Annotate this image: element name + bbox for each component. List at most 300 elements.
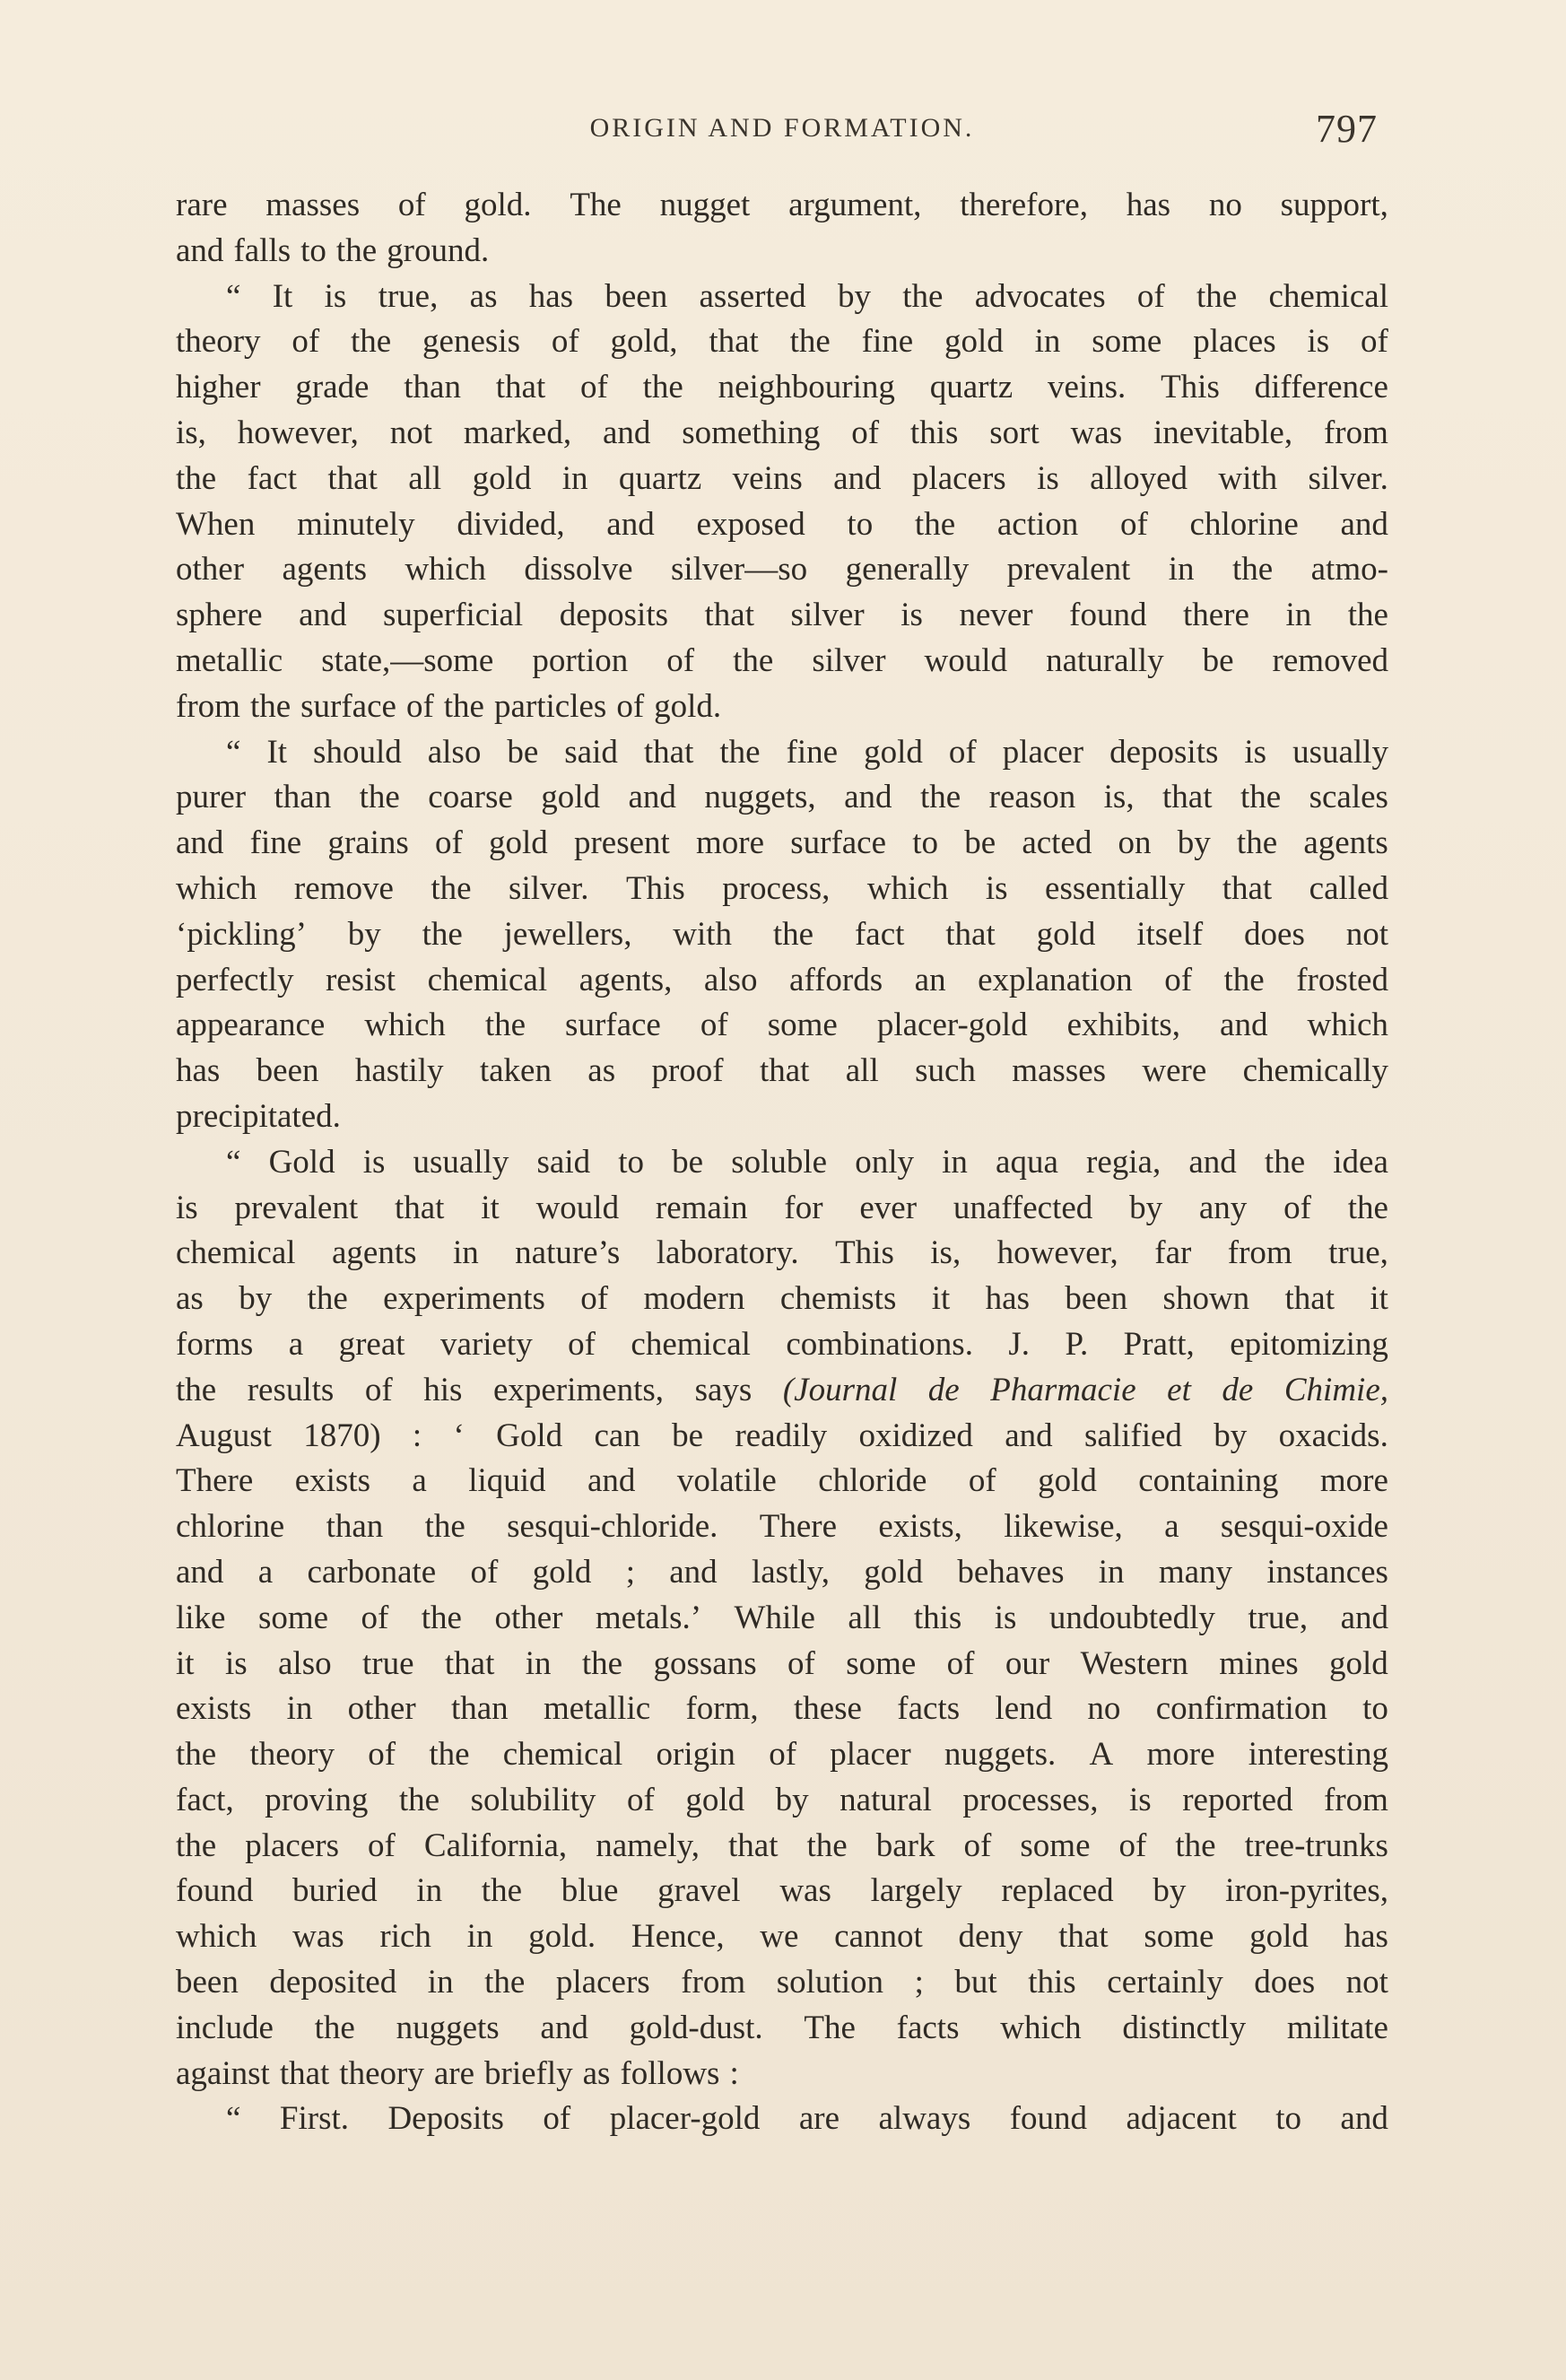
word: essentially bbox=[1045, 869, 1186, 907]
word: of bbox=[946, 1644, 975, 1682]
word: particles bbox=[493, 687, 607, 725]
word: “ bbox=[226, 277, 241, 315]
word: in bbox=[452, 1234, 479, 1272]
word: that bbox=[394, 1189, 445, 1226]
word: some bbox=[767, 1007, 838, 1044]
word: the bbox=[443, 687, 484, 725]
word: always bbox=[878, 2100, 971, 2138]
word: of bbox=[666, 641, 695, 679]
word: said bbox=[536, 1143, 591, 1181]
word: divided, bbox=[457, 505, 565, 543]
word: process, bbox=[722, 869, 831, 907]
text-line bbox=[176, 775, 1388, 821]
word: than bbox=[274, 779, 332, 816]
word: this bbox=[909, 414, 959, 451]
word: the bbox=[806, 1826, 848, 1864]
word: that bbox=[728, 1826, 779, 1864]
word: is bbox=[985, 869, 1008, 907]
word: and bbox=[844, 779, 892, 816]
word: as bbox=[587, 1052, 616, 1090]
word: and bbox=[1220, 1007, 1268, 1044]
word: action bbox=[996, 505, 1079, 543]
word: itself bbox=[1136, 915, 1204, 953]
word: and bbox=[669, 1553, 718, 1591]
word: nugget bbox=[659, 187, 751, 223]
text-line bbox=[176, 1186, 1388, 1232]
word: this bbox=[913, 1599, 962, 1636]
word: some bbox=[846, 1644, 917, 1682]
word: some bbox=[1144, 1918, 1214, 1956]
word: the bbox=[398, 1781, 440, 1818]
word: the bbox=[307, 1280, 348, 1318]
word: gold bbox=[864, 733, 923, 771]
text-line bbox=[176, 1732, 1388, 1778]
text-line bbox=[176, 1687, 1388, 1732]
word: placers bbox=[245, 1826, 340, 1864]
word: be bbox=[964, 824, 996, 862]
word: never bbox=[959, 597, 1033, 634]
word: are bbox=[433, 2054, 474, 2092]
word: modern bbox=[643, 1280, 745, 1318]
word: is bbox=[224, 1644, 248, 1682]
word: the bbox=[176, 459, 217, 497]
word: placers bbox=[911, 459, 1006, 497]
word: exhibits, bbox=[1066, 1007, 1181, 1044]
word: other bbox=[494, 1599, 563, 1636]
word: remain bbox=[655, 1189, 748, 1226]
word: found bbox=[176, 1872, 254, 1910]
word: in bbox=[416, 1872, 443, 1910]
word: grade bbox=[295, 369, 370, 406]
word: Pratt, bbox=[1123, 1325, 1195, 1363]
word: First. bbox=[279, 2100, 349, 2138]
text-line bbox=[176, 912, 1388, 958]
word: precipitated. bbox=[176, 1097, 341, 1135]
word: found bbox=[1009, 2100, 1088, 2138]
word: and bbox=[833, 459, 882, 497]
text-line bbox=[176, 821, 1388, 867]
word: mines bbox=[1219, 1644, 1299, 1682]
word: “ bbox=[226, 733, 241, 771]
word: from bbox=[176, 687, 240, 725]
word: of bbox=[1118, 1826, 1147, 1864]
word: that bbox=[1162, 779, 1213, 816]
word: be bbox=[1202, 641, 1234, 679]
word: gold bbox=[472, 459, 532, 497]
word: to bbox=[300, 231, 326, 269]
word: not bbox=[389, 414, 433, 451]
word: militate bbox=[1286, 2009, 1388, 2046]
word: purer bbox=[176, 779, 247, 816]
text-line bbox=[176, 1277, 1388, 1322]
word: which bbox=[866, 869, 949, 907]
word: of bbox=[769, 1736, 797, 1774]
text-line bbox=[176, 1914, 1388, 1960]
word: the bbox=[429, 1736, 470, 1774]
word: says bbox=[694, 1371, 753, 1408]
word: exists bbox=[176, 1690, 252, 1728]
word: it bbox=[176, 1644, 195, 1682]
word: the bbox=[642, 369, 683, 406]
text-line bbox=[176, 1504, 1388, 1550]
word: also bbox=[703, 961, 758, 998]
word: by bbox=[775, 1781, 809, 1818]
word: of bbox=[291, 323, 320, 361]
word: and bbox=[176, 824, 224, 862]
text-line bbox=[176, 275, 1388, 320]
word: true bbox=[361, 1644, 414, 1682]
word: proof bbox=[651, 1052, 724, 1090]
word: been bbox=[1065, 1280, 1128, 1318]
text-line bbox=[176, 502, 1388, 548]
word: that bbox=[643, 733, 694, 771]
word: likewise, bbox=[1004, 1508, 1123, 1546]
word: placer bbox=[1002, 733, 1084, 771]
word: marked, bbox=[463, 414, 572, 451]
word: that bbox=[1284, 1280, 1335, 1318]
word: true, bbox=[1248, 1599, 1309, 1636]
word: been bbox=[256, 1052, 319, 1090]
word: sesqui-oxide bbox=[1220, 1508, 1388, 1546]
word: that bbox=[444, 1644, 495, 1682]
word: be bbox=[672, 1143, 704, 1181]
word: regia, bbox=[1086, 1143, 1161, 1181]
word: chlorine bbox=[1189, 505, 1299, 543]
word: no bbox=[1087, 1690, 1121, 1728]
word: true, bbox=[1328, 1234, 1388, 1272]
word: gold. bbox=[654, 687, 722, 725]
word: gold-dust. bbox=[629, 2009, 763, 2046]
word: atmo- bbox=[1310, 551, 1388, 588]
word: briefly bbox=[484, 2054, 573, 2092]
word: gold bbox=[944, 323, 1004, 361]
word: gold bbox=[1249, 1918, 1309, 1956]
word: can bbox=[594, 1417, 640, 1454]
word: Pharmacie bbox=[990, 1371, 1136, 1408]
word: said bbox=[564, 733, 618, 771]
word: generally bbox=[845, 551, 970, 588]
word: theory bbox=[339, 2054, 424, 2092]
word: not bbox=[1345, 1964, 1388, 2001]
word: 1870) bbox=[303, 1417, 381, 1454]
word: readily bbox=[735, 1417, 828, 1454]
word: affords bbox=[789, 961, 883, 998]
word: largely bbox=[870, 1872, 962, 1910]
text-line bbox=[176, 639, 1388, 684]
word: found bbox=[1069, 597, 1147, 634]
word: lend bbox=[995, 1690, 1053, 1728]
word: iron-pyrites, bbox=[1225, 1872, 1388, 1910]
word: also bbox=[427, 733, 482, 771]
word: Hence, bbox=[631, 1918, 725, 1956]
word: great bbox=[338, 1325, 405, 1363]
running-head bbox=[176, 106, 1388, 160]
word: : bbox=[412, 1417, 422, 1454]
text-line bbox=[176, 1414, 1388, 1460]
word: grains bbox=[327, 824, 409, 862]
word: unaffected bbox=[953, 1189, 1093, 1226]
word: the bbox=[421, 1599, 462, 1636]
word: which bbox=[176, 1918, 257, 1956]
word: of bbox=[368, 1736, 396, 1774]
word: asserted bbox=[699, 277, 806, 315]
word: in bbox=[1034, 323, 1061, 361]
word: gold bbox=[685, 1781, 745, 1818]
text-line bbox=[176, 867, 1388, 912]
word: behaves bbox=[957, 1553, 1065, 1591]
word: chloride bbox=[818, 1462, 927, 1500]
word: salified bbox=[1084, 1417, 1182, 1454]
word: by bbox=[239, 1280, 273, 1318]
word: in bbox=[466, 1918, 493, 1956]
word: all bbox=[848, 1599, 882, 1636]
word: follows bbox=[620, 2054, 720, 2092]
word: the bbox=[359, 779, 400, 816]
word: placer-gold bbox=[609, 2100, 761, 2138]
word: taken bbox=[479, 1052, 552, 1090]
word: While bbox=[734, 1599, 815, 1636]
word: and bbox=[628, 779, 676, 816]
word: facts bbox=[897, 1690, 961, 1728]
word: and bbox=[606, 505, 655, 543]
word: agents bbox=[1303, 824, 1388, 862]
running-title: ORIGIN AND FORMATION. bbox=[589, 113, 975, 143]
word: nuggets. bbox=[944, 1736, 1057, 1774]
word: something bbox=[682, 414, 821, 451]
word: by bbox=[347, 915, 381, 953]
word: the bbox=[1175, 1826, 1216, 1864]
word: masses bbox=[1012, 1052, 1107, 1090]
word: Gold bbox=[268, 1143, 335, 1181]
word: true, bbox=[378, 277, 439, 315]
word: in bbox=[561, 459, 588, 497]
word: other bbox=[347, 1690, 416, 1728]
word: superficial bbox=[383, 597, 524, 634]
word: quartz bbox=[929, 369, 1014, 406]
word: of bbox=[470, 1553, 499, 1591]
word: masses bbox=[265, 187, 361, 223]
word: of bbox=[568, 1325, 596, 1363]
word: variety bbox=[439, 1325, 533, 1363]
word: there bbox=[1182, 597, 1249, 634]
word: chemists bbox=[779, 1280, 897, 1318]
word: the bbox=[1240, 779, 1282, 816]
word: is bbox=[1244, 733, 1267, 771]
word: that bbox=[327, 459, 378, 497]
word: which bbox=[1000, 2009, 1082, 2046]
word: include bbox=[176, 2009, 274, 2046]
word: some bbox=[1020, 1826, 1091, 1864]
word: to bbox=[618, 1143, 645, 1181]
word: ground. bbox=[387, 231, 490, 269]
word: his bbox=[423, 1371, 463, 1408]
word: however, bbox=[996, 1234, 1118, 1272]
word: that bbox=[759, 1052, 810, 1090]
word: of bbox=[361, 1599, 389, 1636]
word: undoubtedly bbox=[1048, 1599, 1215, 1636]
word: of bbox=[948, 733, 977, 771]
word: is bbox=[900, 597, 923, 634]
text-line bbox=[176, 365, 1388, 411]
text-line bbox=[176, 1778, 1388, 1824]
word: frosted bbox=[1296, 961, 1388, 998]
word: This bbox=[1161, 369, 1220, 406]
word: many bbox=[1158, 1553, 1233, 1591]
word: some bbox=[257, 1599, 329, 1636]
word: theory bbox=[176, 323, 261, 361]
word: these bbox=[793, 1690, 862, 1728]
word: with bbox=[1218, 459, 1278, 497]
word: metals.’ bbox=[595, 1599, 702, 1636]
text-line bbox=[176, 1049, 1388, 1094]
text-line bbox=[176, 958, 1388, 1004]
word: is, bbox=[930, 1234, 961, 1272]
body-text bbox=[176, 183, 1388, 2142]
word: the bbox=[1223, 961, 1265, 998]
word: sphere bbox=[176, 597, 263, 634]
word: chemical bbox=[1268, 277, 1388, 315]
word: nature’s bbox=[515, 1234, 621, 1272]
word: facts bbox=[896, 2009, 960, 2046]
word: proving bbox=[265, 1781, 369, 1818]
word: the bbox=[484, 1964, 526, 2001]
word: inevitable, bbox=[1153, 414, 1293, 451]
word: has bbox=[1344, 1918, 1388, 1956]
word: and bbox=[1340, 1599, 1388, 1636]
word: fine bbox=[249, 824, 302, 862]
word: Chimie, bbox=[1283, 1371, 1388, 1408]
word: metallic bbox=[543, 1690, 651, 1728]
word: of bbox=[851, 414, 880, 451]
text-line bbox=[176, 319, 1388, 365]
word: forms bbox=[176, 1325, 254, 1363]
word: present bbox=[573, 824, 670, 862]
word: silver bbox=[812, 641, 886, 679]
word: that bbox=[495, 369, 546, 406]
word: liquid bbox=[468, 1462, 546, 1500]
word: state,—some bbox=[321, 641, 494, 679]
word: certainly bbox=[1107, 1964, 1223, 2001]
word: of bbox=[1119, 505, 1148, 543]
word: by bbox=[837, 277, 871, 315]
word: chemical bbox=[427, 961, 548, 998]
word: and bbox=[1005, 1417, 1053, 1454]
word: distinctly bbox=[1122, 2009, 1247, 2046]
word: gold bbox=[532, 1553, 592, 1591]
word: interesting bbox=[1248, 1736, 1388, 1774]
word: ‘ bbox=[453, 1417, 465, 1454]
word: falls bbox=[233, 231, 291, 269]
word: reported bbox=[1182, 1781, 1293, 1818]
word: gold bbox=[488, 824, 548, 862]
word: of bbox=[1360, 323, 1388, 361]
text-line bbox=[176, 1094, 1388, 1140]
word: in bbox=[525, 1644, 552, 1682]
word: would bbox=[535, 1189, 620, 1226]
word: called bbox=[1309, 869, 1388, 907]
word: rare bbox=[176, 187, 228, 223]
word: prevalent bbox=[234, 1189, 359, 1226]
word: of bbox=[434, 824, 463, 862]
word: not bbox=[1345, 915, 1388, 953]
text-line bbox=[176, 411, 1388, 457]
text-line bbox=[176, 1869, 1388, 1914]
word: that bbox=[1222, 869, 1273, 907]
word: surface bbox=[790, 824, 887, 862]
word: by bbox=[1177, 824, 1211, 862]
word: be bbox=[672, 1417, 704, 1454]
word: and bbox=[1340, 505, 1388, 543]
word: that bbox=[704, 597, 754, 634]
word: the bbox=[914, 505, 956, 543]
word: of bbox=[551, 323, 579, 361]
word: does bbox=[1244, 915, 1305, 953]
word: perfectly bbox=[176, 961, 294, 998]
word: and bbox=[176, 1553, 224, 1591]
word: scales bbox=[1309, 779, 1388, 816]
word: been bbox=[605, 277, 668, 315]
word: to bbox=[1362, 1690, 1388, 1728]
word: however, bbox=[237, 414, 359, 451]
word: minutely bbox=[297, 505, 415, 543]
word: experiments, bbox=[492, 1371, 665, 1408]
word: which bbox=[176, 869, 257, 907]
word: volatile bbox=[676, 1462, 777, 1500]
word: as bbox=[582, 2054, 611, 2092]
word: like bbox=[176, 1599, 226, 1636]
word: on bbox=[1118, 824, 1152, 862]
word: is bbox=[176, 1189, 198, 1226]
text-line bbox=[176, 547, 1388, 593]
word: argument, bbox=[788, 187, 922, 223]
word: which bbox=[364, 1007, 446, 1044]
word: alloyed bbox=[1090, 459, 1188, 497]
word: difference bbox=[1254, 369, 1388, 406]
word: chemically bbox=[1242, 1052, 1388, 1090]
word: far bbox=[1154, 1234, 1192, 1272]
word: ‘pickling’ bbox=[176, 915, 307, 953]
text-line bbox=[176, 183, 1388, 229]
word: the bbox=[424, 1508, 465, 1546]
text-line bbox=[176, 1550, 1388, 1596]
word: cannot bbox=[834, 1918, 923, 1956]
word: be bbox=[507, 733, 539, 771]
word: There bbox=[176, 1462, 254, 1500]
word: instances bbox=[1266, 1553, 1388, 1591]
word: therefore, bbox=[960, 187, 1088, 223]
word: ; bbox=[914, 1964, 924, 2001]
word: it bbox=[1370, 1280, 1388, 1318]
word: agents bbox=[282, 551, 367, 588]
word: When bbox=[176, 505, 256, 543]
word: et bbox=[1167, 1371, 1191, 1408]
word: theory bbox=[249, 1736, 335, 1774]
word: jewellers, bbox=[503, 915, 632, 953]
text-line bbox=[176, 457, 1388, 502]
word: the bbox=[581, 1644, 623, 1682]
word: tree-trunks bbox=[1244, 1826, 1388, 1864]
word: This bbox=[625, 869, 685, 907]
word: de bbox=[1222, 1371, 1254, 1408]
word: silver. bbox=[509, 869, 589, 907]
word: P. bbox=[1065, 1325, 1089, 1363]
word: also bbox=[278, 1644, 332, 1682]
word: explanation bbox=[978, 961, 1133, 998]
text-line bbox=[176, 1003, 1388, 1049]
text-line bbox=[176, 730, 1388, 776]
word: rich bbox=[379, 1918, 431, 1956]
word: than bbox=[450, 1690, 509, 1728]
